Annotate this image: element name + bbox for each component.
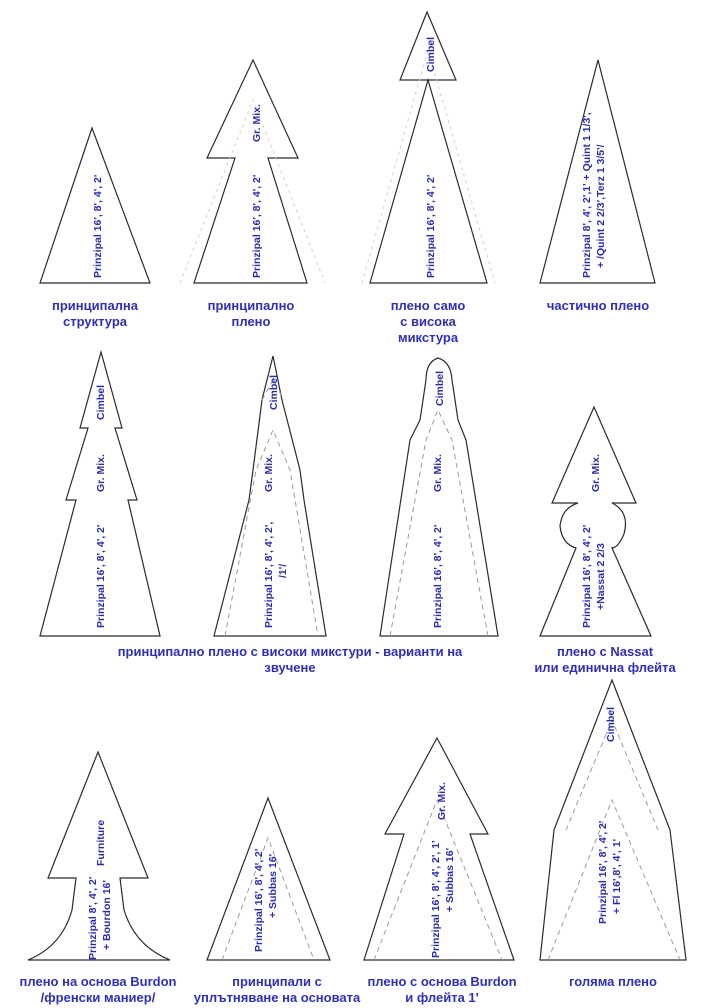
diagram-label: + Subbas 16' xyxy=(444,847,456,912)
diagram-label: Prinzipal 16', 8', 4', 2' xyxy=(92,174,104,278)
diagram-label: Gr. Mix. xyxy=(590,454,602,492)
caption-plenum-high-mixture: плено само с висока микстура xyxy=(390,298,466,345)
diagram-variant-3 xyxy=(380,358,498,636)
diagram-label: Prinzipal 16', 8', 4', 2' xyxy=(597,820,609,924)
diagram-large-plenum xyxy=(540,680,686,960)
diagram-variant-1 xyxy=(40,352,160,636)
diagram-label: Prinzipal 16', 8', 4', 2' xyxy=(251,174,263,278)
diagram-label: Prinzipal 16', 8', 4', 2', 1' xyxy=(430,840,442,958)
diagram-label: Prinzipal 16', 8', 4', 2' xyxy=(581,524,593,628)
diagram-label: Prinzipal 8', 4', 2',1' + Quint 1 1/3', xyxy=(581,112,593,278)
diagram-partial-plenum xyxy=(540,60,655,283)
diagram-label: Gr. Mix. xyxy=(436,782,448,820)
diagram-label: Prinzipal 16', 8', 4', 2' xyxy=(425,174,437,278)
diagram-plenum-burdon-french xyxy=(28,752,170,960)
diagram-label: /1'/ xyxy=(277,563,289,578)
diagram-variant-2 xyxy=(214,356,326,636)
caption-partial-plenum: частично плено xyxy=(546,298,650,313)
diagram-plenum-high-mixture xyxy=(362,12,495,283)
diagram-label: Cimbel xyxy=(95,384,107,420)
diagram-label: Gr. Mix. xyxy=(263,454,275,492)
diagram-principals-bass-reinforced xyxy=(207,798,330,960)
caption-high-mixture-variants: принципално плено с високи микстури - варианти на звучене xyxy=(117,644,463,675)
diagram-principal-plenum xyxy=(180,60,325,283)
diagram-label: Gr. Mix. xyxy=(251,104,263,142)
diagram-plenum-burdon-flute xyxy=(364,738,514,960)
caption-large-plenum: голяма плено xyxy=(569,974,657,989)
diagram-label: Furniture xyxy=(95,819,107,866)
diagram-label: + Subbas 16' xyxy=(267,853,279,918)
diagram-label: Prinzipal 16', 8', 4', 2' xyxy=(253,848,265,952)
diagram-label: +Nassat 2 2/3 xyxy=(595,543,607,610)
diagram-label: Cimbel xyxy=(605,706,617,742)
caption-plenum-burdon-flute: плено с основа Burdon и флейта 1' xyxy=(367,974,517,1005)
diagram-label: Cimbel xyxy=(425,36,437,72)
diagram-label: Cimbel xyxy=(268,374,280,410)
diagram-principal-structure xyxy=(40,128,150,283)
diagram-plenum-nassat xyxy=(540,407,651,636)
caption-plenum-burdon-french: плено на основа Burdon /френски маниер/ xyxy=(19,974,177,1005)
diagram-label: + /Quint 2 2/3',Terz 1 3/5'/ xyxy=(595,144,607,268)
diagram-label: + Bourdon 16' xyxy=(101,880,113,950)
diagram-label: Prinzipal 16', 8', 4', 2' xyxy=(95,524,107,628)
caption-principal-plenum: принципално плено xyxy=(207,298,295,329)
diagram-label: Prinzipal 16', 8', 4', 2', xyxy=(263,521,275,628)
diagram-label: Prinzipal 16', 8', 4', 2' xyxy=(432,524,444,628)
diagram-label: Gr. Mix. xyxy=(95,454,107,492)
caption-principal-structure: принципална структура xyxy=(51,298,139,329)
diagram-label: + Fl 16',8', 4', 1' xyxy=(611,838,623,914)
diagram-label: Cimbel xyxy=(434,370,446,406)
diagram-label: Gr. Mix. xyxy=(432,454,444,492)
caption-plenum-nassat: плено с Nassat или единична флейта xyxy=(534,644,676,675)
caption-principals-bass-reinforced: принципали с уплътняване на основата xyxy=(193,974,361,1005)
diagram-label: Prinzipal 8', 4', 2' xyxy=(87,876,99,960)
